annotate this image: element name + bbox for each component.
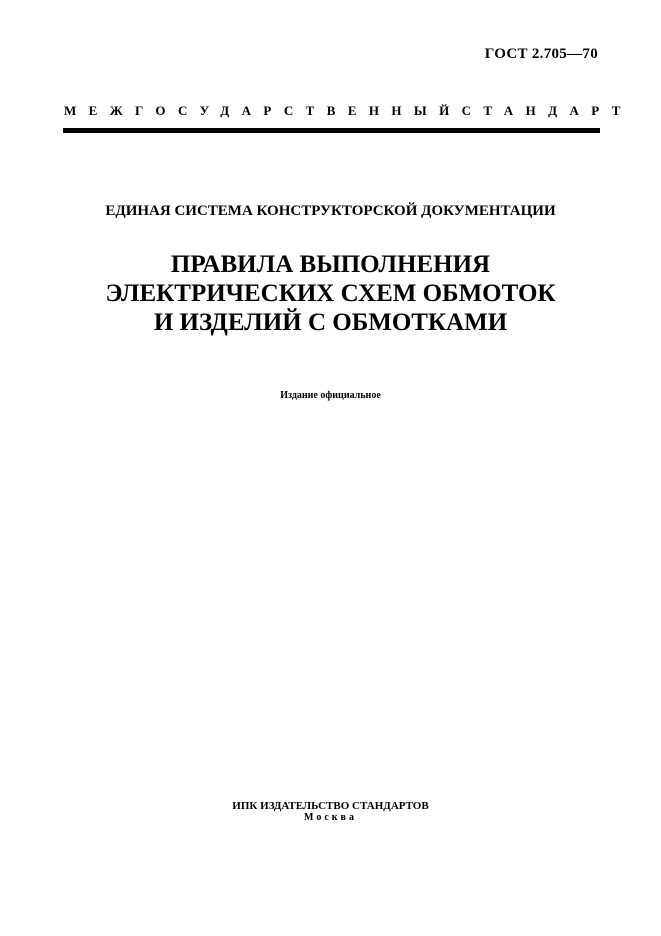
standard-type-word-interstate: МЕЖГОСУДАРСТВЕННЫЙ bbox=[64, 103, 462, 118]
edition-note: Издание официальное bbox=[280, 390, 381, 401]
publisher-city: Москва bbox=[304, 812, 357, 823]
standard-type-heading bbox=[64, 103, 633, 119]
main-title-line: ЭЛЕКТРИЧЕСКИХ СХЕМ ОБМОТОК bbox=[105, 280, 556, 307]
main-title-line: ПРАВИЛА ВЫПОЛНЕНИЯ bbox=[170, 251, 491, 278]
standard-type-word-standard: СТАНДАРТ bbox=[461, 103, 633, 118]
header-divider bbox=[63, 128, 600, 133]
publisher-name: ИПК ИЗДАТЕЛЬСТВО СТАНДАРТОВ bbox=[232, 800, 429, 812]
main-title-line: И ИЗДЕЛИЙ С ОБМОТКАМИ bbox=[153, 309, 508, 336]
system-title: ЕДИНАЯ СИСТЕМА КОНСТРУКТОРСКОЙ ДОКУМЕНТАЦИИ bbox=[105, 203, 556, 219]
main-title bbox=[0, 250, 661, 337]
document-number: ГОСТ 2.705—70 bbox=[484, 46, 598, 62]
